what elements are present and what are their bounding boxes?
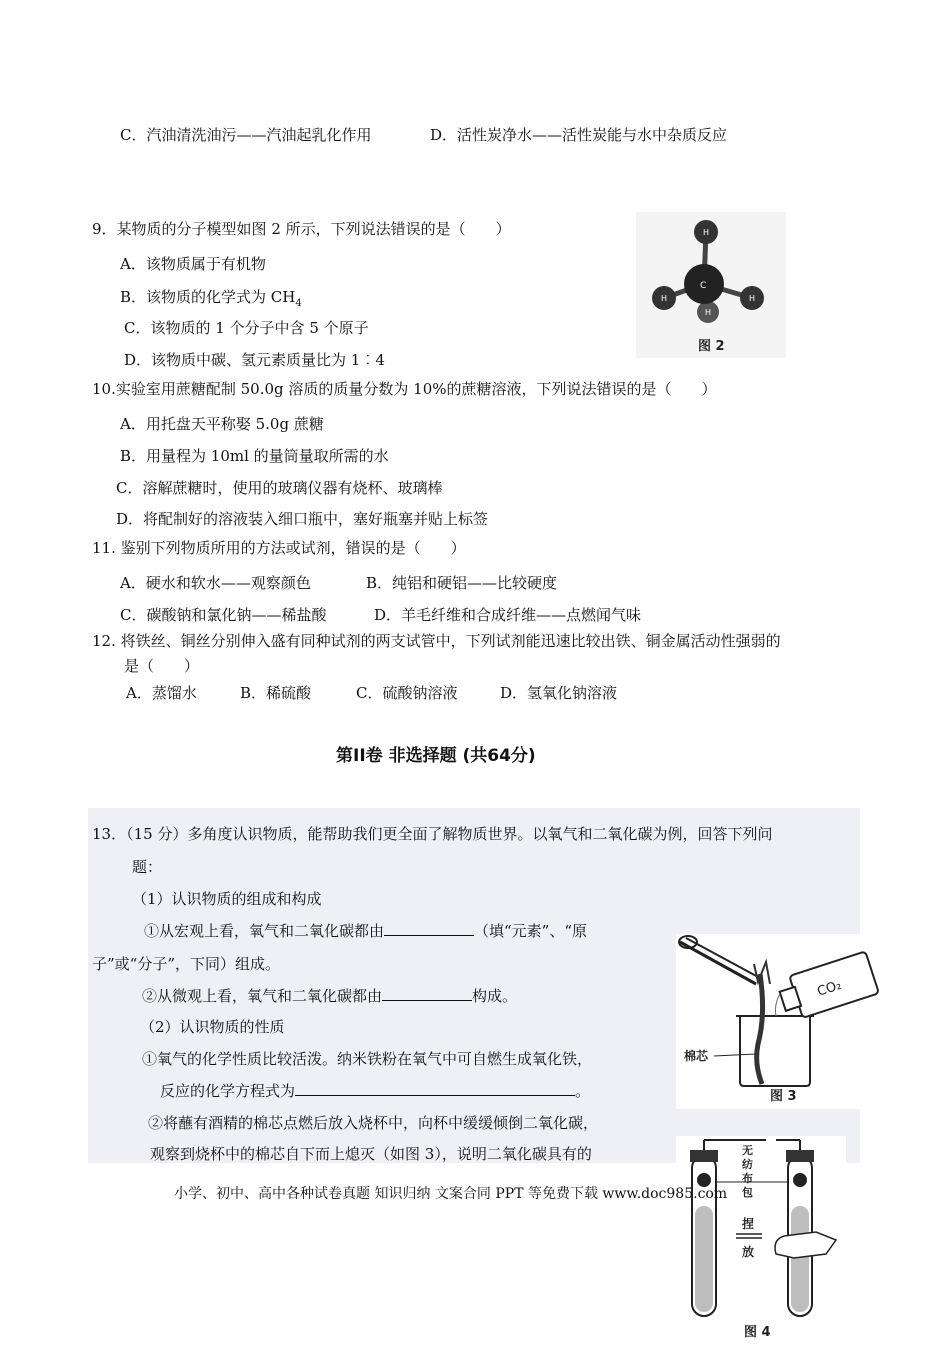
figure-4-test-tubes bbox=[676, 1136, 846, 1344]
q13-part1-heading: （1）认识物质的组成和构成 bbox=[132, 890, 322, 908]
q13-part1-a: ①从宏观上看，氧气和二氧化碳都由 （填“元素”、“原 bbox=[144, 922, 588, 940]
q12-option-b: B．稀硫酸 bbox=[240, 684, 312, 702]
figure-2-methane-model bbox=[636, 212, 786, 358]
hydrogen-atom-label: H bbox=[703, 228, 710, 237]
q13-part2-b-line1: ②将蘸有酒精的棉芯点燃后放入烧杯中，向杯中缓缓倾倒二氧化碳， bbox=[148, 1114, 599, 1132]
q10-option-c: C．溶解蔗糖时，使用的玻璃仪器有烧杯、玻璃棒 bbox=[116, 479, 443, 497]
figure-3-co2-beaker bbox=[676, 934, 886, 1109]
q12-option-a: A．蒸馏水 bbox=[126, 684, 197, 702]
q13-part2-a-line1: ①氧气的化学性质比较活泼。纳米铁粉在氧气中可自燃生成氧化铁， bbox=[142, 1050, 593, 1068]
q9-option-a: A．该物质属于有机物 bbox=[120, 255, 266, 273]
q13-stem-cont: 题： bbox=[132, 858, 163, 876]
q13-part2-b-line2: 观察到烧杯中的棉芯自下而上熄灭（如图 3），说明二氧化碳具有的 bbox=[150, 1145, 592, 1163]
q11-option-b: B．纯铝和硬铝——比较硬度 bbox=[366, 574, 558, 592]
q13-part2-heading: （2）认识物质的性质 bbox=[140, 1018, 285, 1036]
q9-option-d: D．该物质中碳、氢元素质量比为 1︰4 bbox=[124, 351, 385, 369]
q10-stem: 10.实验室用蔗糖配制 50.0g 溶质的质量分数为 10%的蔗糖溶液，下列说法错误的是（ ） bbox=[92, 380, 717, 398]
q13-part2-a-line2: 反应的化学方程式为 。 bbox=[160, 1082, 591, 1100]
carbon-atom-label: C bbox=[700, 281, 707, 291]
hydrogen-atom-label: H bbox=[705, 308, 712, 317]
q12-stem-cont: 是（ ） bbox=[124, 657, 200, 675]
section-title: 第II卷 非选择题 (共64分) bbox=[336, 746, 536, 766]
page-footer: 小学、初中、高中各种试卷真题 知识归纳 文案合同 PPT 等免费下载 www.doc985.com bbox=[174, 1186, 728, 1202]
q10-option-a: A．用托盘天平称娶 5.0g 蔗糖 bbox=[120, 415, 324, 433]
q13-part1-a-cont: 子”或“分子”，下同）组成。 bbox=[92, 955, 281, 973]
figure-3-caption: 图 3 bbox=[770, 1089, 797, 1104]
q12-option-c: C．硫酸钠溶液 bbox=[356, 684, 458, 702]
q11-option-c: C．碳酸钠和氯化钠——稀盐酸 bbox=[120, 606, 327, 624]
q9-stem: 9．某物质的分子模型如图 2 所示，下列说法错误的是（ ） bbox=[92, 220, 511, 238]
q8-option-d: D．活性炭净水——活性炭能与水中杂质反应 bbox=[430, 126, 728, 144]
q12-stem: 12. 将铁丝、铜丝分别伸入盛有同种试剂的两支试管中，下列试剂能迅速比较出铁、铜金属活动性强弱的 bbox=[92, 632, 781, 650]
figure-3-cotton-label: 棉芯 bbox=[684, 1049, 709, 1063]
figure-4-cloth-label: 纺 bbox=[742, 1158, 753, 1171]
answer-blank-3[interactable] bbox=[295, 1081, 575, 1096]
q10-option-d: D．将配制好的溶液装入细口瓶中，塞好瓶塞并贴上标签 bbox=[116, 510, 489, 528]
q9-option-b: B．该物质的化学式为 $CH_4$ bbox=[120, 288, 302, 309]
figure-4-cloth-label: 包 bbox=[742, 1186, 753, 1199]
figure-4-squeeze-label: 捏 bbox=[742, 1217, 755, 1231]
figure-2-caption: 图 2 bbox=[698, 339, 725, 354]
q11-stem: 11. 鉴别下列物质所用的方法或试剂，错误的是（ ） bbox=[92, 539, 466, 557]
figure-4-release-label: 放 bbox=[742, 1245, 755, 1259]
figure-4-cloth-label: 布 bbox=[742, 1172, 753, 1185]
q10-option-b: B．用量程为 10ml 的量筒量取所需的水 bbox=[120, 447, 389, 465]
answer-blank-2[interactable] bbox=[382, 986, 472, 1001]
figure-4-cloth-label: 无 bbox=[742, 1144, 753, 1157]
answer-blank-1[interactable] bbox=[384, 921, 474, 936]
q11-option-d: D．羊毛纤维和合成纤维——点燃闻气味 bbox=[374, 606, 642, 624]
hydrogen-atom-label: H bbox=[749, 294, 756, 303]
q13-part1-b: ②从微观上看，氧气和二氧化碳都由 构成。 bbox=[142, 987, 518, 1005]
q11-option-a: A．硬水和软水——观察颜色 bbox=[120, 574, 311, 592]
q12-option-d: D．氢氧化钠溶液 bbox=[500, 684, 618, 702]
figure-3-co2-label: CO₂ bbox=[815, 977, 844, 1000]
q8-option-c: C．汽油清洗油污——汽油起乳化作用 bbox=[120, 126, 372, 144]
hydrogen-atom-label: H bbox=[661, 294, 668, 303]
q9-option-c: C．该物质的 1 个分子中含 5 个原子 bbox=[124, 319, 369, 337]
q13-stem: 13．（15 分）多角度认识物质，能帮助我们更全面了解物质世界。以氧气和二氧化碳为例，回答下列问 bbox=[92, 825, 773, 843]
figure-4-caption: 图 4 bbox=[744, 1325, 771, 1340]
